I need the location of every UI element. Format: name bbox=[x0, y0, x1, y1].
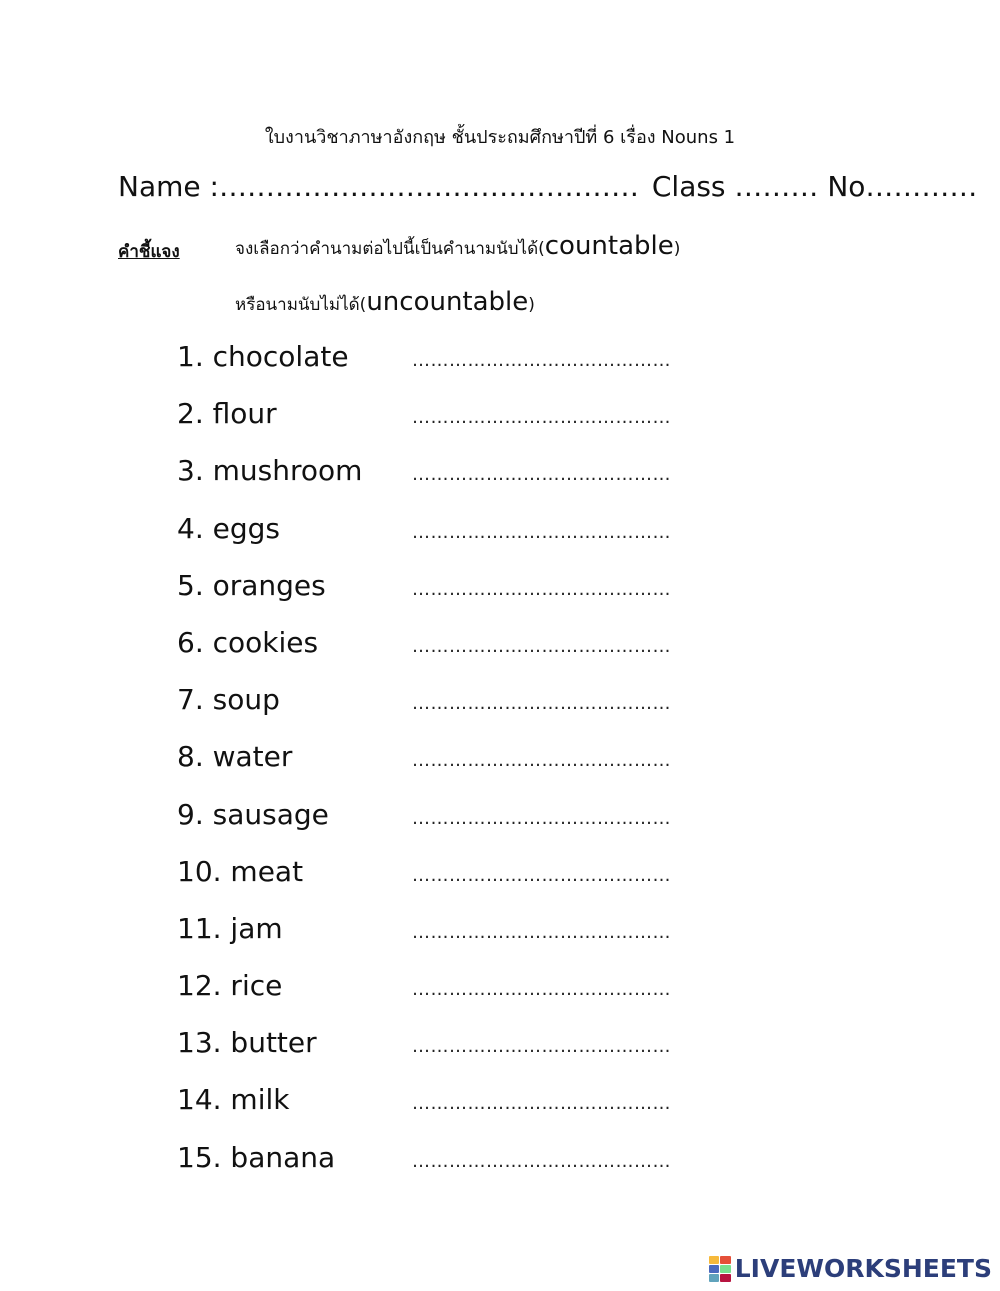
item-word: 10. meat bbox=[177, 854, 304, 888]
answer-blank[interactable]: …………………………………… bbox=[412, 864, 671, 886]
instructions-line-2 bbox=[235, 287, 535, 318]
answer-blank[interactable]: …………………………………… bbox=[412, 350, 671, 371]
answer-blank[interactable]: …………………………………… bbox=[412, 407, 671, 429]
instructions-label: คำชี้แจง bbox=[118, 242, 180, 262]
instructions-close-1: ) bbox=[673, 239, 681, 259]
item-word: 12. rice bbox=[177, 969, 283, 1003]
list-item bbox=[177, 397, 737, 454]
item-word: 7. soup bbox=[177, 683, 280, 717]
item-word: 6. cookies bbox=[177, 625, 319, 659]
item-word: 15. banana bbox=[177, 1140, 336, 1174]
liveworksheets-brand[interactable] bbox=[709, 1254, 992, 1283]
name-field-label: Name :……………………………………… bbox=[118, 170, 639, 203]
item-word: 1. chocolate bbox=[177, 340, 349, 373]
answer-blank[interactable]: …………………………………… bbox=[412, 693, 671, 715]
item-word: 5. oranges bbox=[177, 568, 326, 602]
list-item bbox=[177, 683, 737, 740]
list-item bbox=[177, 454, 737, 511]
list-item bbox=[177, 1026, 737, 1083]
worksheet-title: ใบงานวิชาภาษาอังกฤษ ชั้นประถมศึกษาปีที่ 6 เรื่อง Nouns 1 bbox=[264, 127, 736, 148]
list-item bbox=[177, 969, 737, 1026]
list-item bbox=[177, 740, 737, 797]
list-item bbox=[177, 626, 737, 683]
answer-blank[interactable]: …………………………………… bbox=[412, 979, 671, 1001]
item-word: 14. milk bbox=[177, 1083, 290, 1117]
item-word: 8. water bbox=[177, 740, 293, 774]
list-item bbox=[177, 569, 737, 626]
answer-blank[interactable]: …………………………………… bbox=[412, 807, 671, 829]
answer-blank[interactable]: …………………………………… bbox=[412, 750, 671, 772]
item-word: 13. butter bbox=[177, 1026, 317, 1060]
item-word: 4. eggs bbox=[177, 511, 280, 545]
item-word: 9. sausage bbox=[177, 797, 329, 831]
list-item bbox=[177, 340, 737, 397]
item-word: 3. mushroom bbox=[177, 454, 363, 488]
answer-blank[interactable]: …………………………………… bbox=[412, 635, 671, 657]
countable-word: countable bbox=[544, 231, 674, 261]
list-item bbox=[177, 912, 737, 969]
answer-blank[interactable]: …………………………………… bbox=[412, 464, 671, 486]
question-list bbox=[177, 340, 737, 1198]
answer-blank[interactable]: …………………………………… bbox=[412, 1150, 671, 1172]
uncountable-word: uncountable bbox=[366, 287, 529, 317]
brand-name: LIVEWORKSHEETS bbox=[734, 1254, 992, 1283]
item-word: 11. jam bbox=[177, 911, 283, 945]
list-item bbox=[177, 1083, 737, 1140]
instructions-close-2: ) bbox=[528, 295, 535, 315]
liveworksheets-logo-icon bbox=[709, 1256, 731, 1282]
answer-blank[interactable]: …………………………………… bbox=[412, 1036, 671, 1058]
list-item bbox=[177, 1141, 737, 1198]
answer-blank[interactable]: …………………………………… bbox=[412, 521, 671, 543]
instructions-line-1 bbox=[235, 231, 680, 262]
list-item bbox=[177, 512, 737, 569]
list-item bbox=[177, 855, 737, 912]
class-no-field-label: Class ……… No………… bbox=[651, 170, 978, 203]
instructions-text-1: จงเลือกว่าคำนามต่อไปนี้เป็นคำนามนับได้( bbox=[235, 239, 545, 259]
list-item bbox=[177, 798, 737, 855]
item-word: 2. flour bbox=[177, 397, 277, 431]
answer-blank[interactable]: …………………………………… bbox=[412, 921, 671, 943]
answer-blank[interactable]: …………………………………… bbox=[412, 578, 671, 600]
name-class-line bbox=[118, 170, 981, 203]
answer-blank[interactable]: …………………………………… bbox=[412, 1093, 671, 1115]
instructions-text-2: หรือนามนับไม่ได้( bbox=[235, 295, 367, 315]
